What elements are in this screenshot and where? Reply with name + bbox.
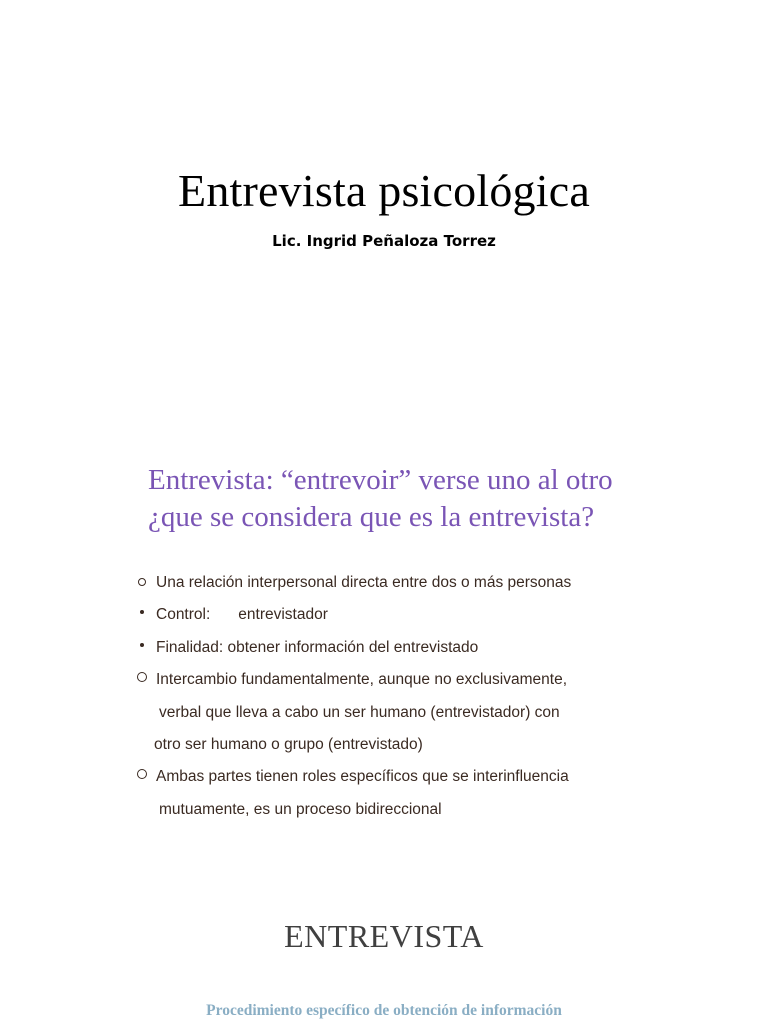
list-item-text: Finalidad: obtener información del entrevistado — [156, 638, 479, 656]
list-item — [132, 764, 571, 796]
dot-bullet-icon — [140, 610, 144, 614]
list-item-continuation — [132, 732, 571, 764]
ring-bullet-icon — [137, 672, 147, 682]
list-item-text: Una relación interpersonal directa entre dos o más personas — [156, 574, 572, 591]
list-item-text: Intercambio fundamentalmente, aunque no exclusivamente, — [156, 671, 567, 689]
list-item — [132, 635, 571, 667]
section-subtitle: Procedimiento específico de obtención de información — [206, 1002, 562, 1019]
list-item — [132, 602, 571, 634]
section-heading — [148, 462, 613, 536]
dot-bullet-icon — [140, 643, 144, 647]
list-item-continuation — [132, 797, 571, 829]
list-item-text: verbal que lleva a cabo un ser humano (entrevistador) con — [159, 703, 560, 721]
definition-list — [132, 570, 571, 829]
list-item — [132, 570, 571, 602]
list-item — [132, 667, 571, 699]
list-item-label: Control: — [156, 606, 211, 624]
ring-bullet-icon — [137, 769, 147, 779]
slide-title: Entrevista psicológica — [178, 165, 590, 216]
heading-line-2: ¿que se considera que es la entrevista? — [148, 501, 595, 533]
list-item-text: entrevistador — [238, 606, 328, 624]
heading-line-1: Entrevista: “entrevoir” verse uno al otro — [148, 464, 613, 496]
list-item-text: Ambas partes tienen roles específicos que se interinfluencia — [156, 768, 569, 786]
list-item-continuation — [132, 700, 571, 732]
ring-bullet-icon — [138, 578, 146, 586]
list-item-text: mutuamente, es un proceso bidireccional — [159, 800, 442, 818]
section-title: ENTREVISTA — [284, 918, 484, 954]
list-item-text: otro ser humano o grupo (entrevistado) — [154, 735, 423, 753]
author-name: Lic. Ingrid Peñaloza Torrez — [272, 232, 496, 250]
